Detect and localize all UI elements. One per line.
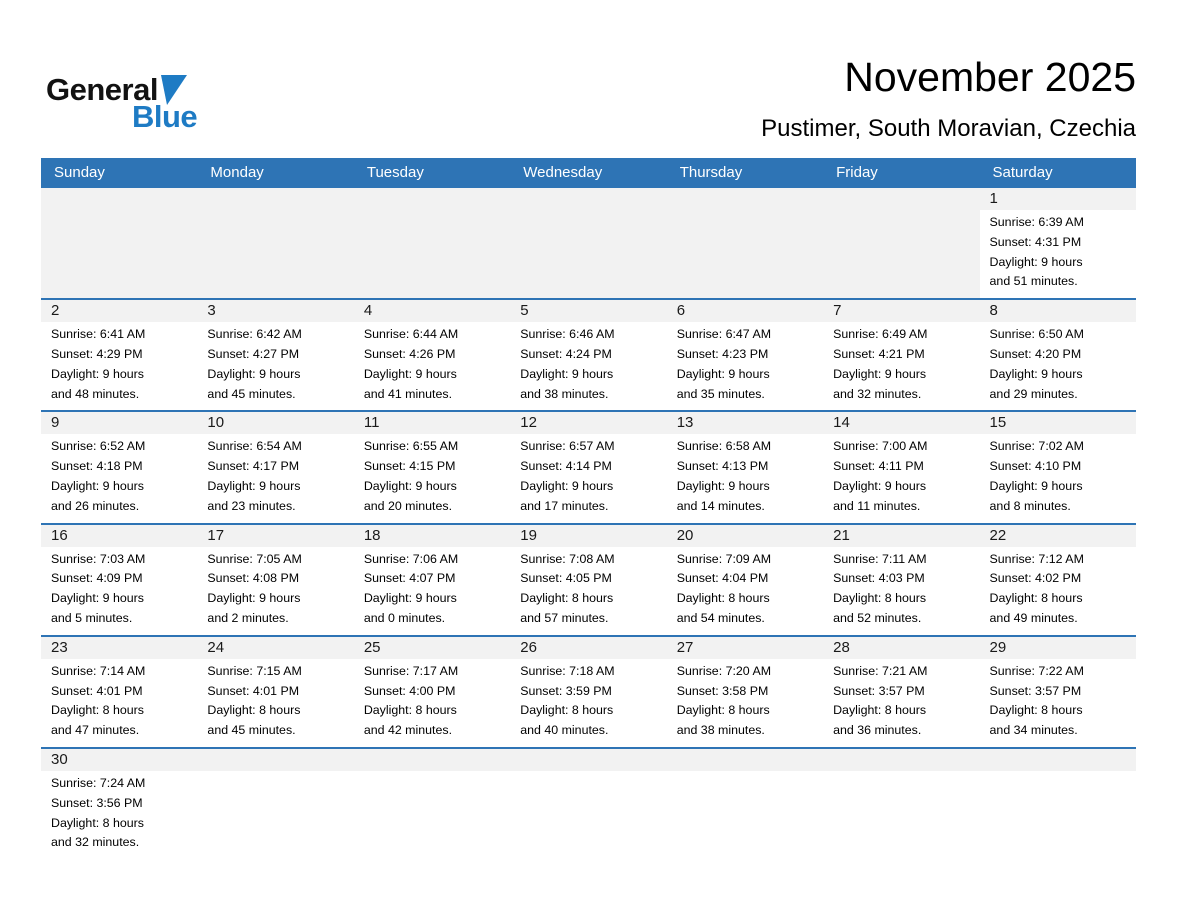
day-detail-line: and 26 minutes. [51, 498, 140, 513]
day-details [667, 659, 823, 747]
day-number: 6 [667, 300, 823, 322]
day-details [510, 434, 666, 522]
day-number: 13 [667, 412, 823, 434]
day-detail-line: Sunrise: 6:58 AM [676, 439, 772, 454]
day-detail-line: Daylight: 9 hours [363, 591, 457, 606]
day-detail-line: Daylight: 9 hours [989, 254, 1083, 269]
day-detail-line: and 20 minutes. [363, 498, 453, 513]
day-detail-line: Sunset: 4:31 PM [989, 234, 1082, 249]
day-details [823, 322, 979, 410]
day-details [510, 547, 666, 635]
day-detail-line: Sunset: 4:02 PM [989, 571, 1082, 586]
day-number: 5 [510, 300, 666, 322]
empty-cell [354, 749, 510, 859]
day-cell-12 [510, 412, 666, 522]
day-detail-line: Sunrise: 6:54 AM [207, 439, 302, 454]
day-detail-line: Daylight: 9 hours [207, 366, 301, 381]
day-detail-line: Daylight: 8 hours [676, 703, 770, 718]
day-number: 29 [980, 637, 1136, 659]
day-cell-27 [667, 637, 823, 747]
day-detail-line: Daylight: 9 hours [833, 366, 927, 381]
day-details [980, 210, 1136, 298]
day-detail-line: Daylight: 9 hours [676, 478, 770, 493]
day-cell-3 [197, 300, 353, 410]
day-details [41, 547, 197, 635]
day-cell-16 [41, 525, 197, 635]
day-detail-line: and 14 minutes. [676, 498, 765, 513]
day-detail-line: and 52 minutes. [833, 610, 922, 625]
day-details [823, 547, 979, 635]
day-details [197, 434, 353, 522]
day-detail-line: and 42 minutes. [363, 723, 453, 738]
day-detail-line: Daylight: 9 hours [207, 591, 301, 606]
day-cell-25 [354, 637, 510, 747]
number-band-empty [197, 188, 353, 210]
day-details [667, 322, 823, 410]
day-detail-line: Daylight: 9 hours [989, 478, 1083, 493]
day-number: 14 [823, 412, 979, 434]
day-cell-20 [667, 525, 823, 635]
empty-cell [197, 749, 353, 859]
day-cell-19 [510, 525, 666, 635]
day-detail-line: Sunrise: 7:21 AM [833, 663, 928, 678]
day-cell-7 [823, 300, 979, 410]
day-details [980, 322, 1136, 410]
day-detail-line: Daylight: 9 hours [363, 478, 457, 493]
day-detail-line: Sunset: 4:04 PM [676, 571, 769, 586]
empty-cell [667, 188, 823, 298]
day-detail-line: Daylight: 8 hours [676, 591, 770, 606]
day-number: 4 [354, 300, 510, 322]
day-details [41, 659, 197, 747]
day-detail-line: Daylight: 8 hours [520, 591, 614, 606]
day-cell-2 [41, 300, 197, 410]
calendar-grid [41, 188, 1136, 859]
day-detail-line: Sunrise: 6:49 AM [833, 327, 928, 342]
page-subtitle: Pustimer, South Moravian, Czechia [761, 115, 1136, 143]
number-band-empty [823, 749, 979, 771]
day-detail-line: Sunrise: 7:08 AM [520, 551, 615, 566]
day-detail-line: Daylight: 9 hours [989, 366, 1083, 381]
day-detail-line: Sunset: 4:29 PM [51, 346, 143, 361]
day-number: 12 [510, 412, 666, 434]
day-cell-1 [980, 188, 1136, 298]
day-detail-line: Sunset: 4:18 PM [51, 459, 143, 474]
day-cell-23 [41, 637, 197, 747]
day-detail-line: Sunrise: 6:52 AM [51, 439, 146, 454]
day-detail-line: Daylight: 8 hours [51, 703, 144, 718]
number-band-empty [354, 188, 510, 210]
day-detail-line: and 2 minutes. [207, 610, 289, 625]
weekday-header-wednesday: Wednesday [523, 164, 603, 181]
day-number: 18 [354, 525, 510, 547]
empty-cell [510, 749, 666, 859]
day-number: 9 [41, 412, 197, 434]
empty-cell [823, 749, 979, 859]
day-detail-line: Sunrise: 6:57 AM [520, 439, 615, 454]
day-detail-line: Daylight: 9 hours [520, 478, 614, 493]
number-band-empty [510, 749, 666, 771]
day-detail-line: Sunset: 4:01 PM [51, 683, 143, 698]
day-detail-line: Sunrise: 6:55 AM [363, 439, 459, 454]
day-detail-line: Daylight: 8 hours [520, 703, 614, 718]
weekday-header-sunday: Sunday [54, 164, 105, 181]
day-detail-line: Daylight: 8 hours [833, 703, 927, 718]
day-detail-line: and 11 minutes. [833, 498, 921, 513]
day-detail-line: Sunrise: 7:14 AM [51, 663, 146, 678]
day-detail-line: Daylight: 9 hours [833, 478, 927, 493]
weekday-header-monday: Monday [210, 164, 264, 181]
day-details [354, 547, 510, 635]
day-detail-line: Daylight: 8 hours [51, 815, 144, 830]
week-row-5 [41, 635, 1136, 747]
day-detail-line: Daylight: 9 hours [520, 366, 614, 381]
day-detail-line: and 32 minutes. [833, 386, 922, 401]
day-detail-line: Sunset: 3:57 PM [989, 683, 1082, 698]
day-detail-line: Sunset: 4:21 PM [833, 346, 925, 361]
day-detail-line: and 23 minutes. [207, 498, 296, 513]
day-number: 20 [667, 525, 823, 547]
day-cell-9 [41, 412, 197, 522]
day-details [197, 322, 353, 410]
day-details [980, 659, 1136, 747]
day-detail-line: Sunset: 3:57 PM [833, 683, 925, 698]
day-detail-line: Sunrise: 7:15 AM [207, 663, 302, 678]
day-details [667, 434, 823, 522]
day-details [354, 322, 510, 410]
day-detail-line: Sunrise: 7:24 AM [51, 775, 146, 790]
empty-cell [667, 749, 823, 859]
day-cell-6 [667, 300, 823, 410]
day-detail-line: and 36 minutes. [833, 723, 922, 738]
day-number: 2 [41, 300, 197, 322]
day-details [980, 434, 1136, 522]
day-detail-line: Daylight: 9 hours [676, 366, 770, 381]
day-detail-line: Sunset: 4:00 PM [363, 683, 456, 698]
weekday-header-thursday: Thursday [679, 164, 743, 181]
day-details [197, 659, 353, 747]
day-number: 27 [667, 637, 823, 659]
day-detail-line: and 48 minutes. [51, 386, 140, 401]
day-details [354, 434, 510, 522]
day-detail-line: and 51 minutes. [989, 274, 1078, 289]
day-detail-line: Sunset: 3:56 PM [51, 795, 143, 810]
page-header [0, 0, 1188, 158]
number-band-empty [980, 749, 1136, 771]
weekday-header-saturday: Saturday [992, 164, 1053, 181]
day-cell-17 [197, 525, 353, 635]
day-cell-8 [980, 300, 1136, 410]
day-detail-line: Daylight: 9 hours [51, 366, 144, 381]
day-detail-line: Sunset: 4:15 PM [363, 459, 456, 474]
day-detail-line: Daylight: 8 hours [833, 591, 927, 606]
day-cell-14 [823, 412, 979, 522]
day-detail-line: and 29 minutes. [989, 386, 1078, 401]
day-detail-line: Sunset: 4:01 PM [207, 683, 300, 698]
day-number: 16 [41, 525, 197, 547]
day-number: 24 [197, 637, 353, 659]
day-detail-line: and 47 minutes. [51, 723, 140, 738]
day-detail-line: Daylight: 9 hours [51, 591, 144, 606]
day-detail-line: Daylight: 8 hours [363, 703, 457, 718]
day-detail-line: Daylight: 9 hours [207, 478, 301, 493]
empty-cell [510, 188, 666, 298]
day-details [510, 322, 666, 410]
day-detail-line: Sunrise: 7:18 AM [520, 663, 615, 678]
day-detail-line: and 41 minutes. [363, 386, 453, 401]
day-detail-line: Sunset: 4:24 PM [520, 346, 612, 361]
day-details [41, 771, 197, 859]
day-cell-28 [823, 637, 979, 747]
day-number: 19 [510, 525, 666, 547]
day-detail-line: and 35 minutes. [676, 386, 765, 401]
day-detail-line: and 40 minutes. [520, 723, 609, 738]
day-detail-line: Sunset: 4:11 PM [833, 459, 924, 474]
day-detail-line: Sunset: 4:23 PM [676, 346, 769, 361]
number-band-empty [41, 188, 197, 210]
day-detail-line: Sunrise: 6:50 AM [989, 327, 1084, 342]
day-detail-line: and 38 minutes. [520, 386, 609, 401]
day-details [197, 547, 353, 635]
day-detail-line: Sunrise: 6:47 AM [676, 327, 772, 342]
day-detail-line: Daylight: 8 hours [989, 703, 1083, 718]
day-detail-line: Sunset: 4:17 PM [207, 459, 300, 474]
page-title: November 2025 [844, 54, 1136, 100]
weekday-header-row [41, 158, 1136, 188]
day-detail-line: and 45 minutes. [207, 723, 296, 738]
day-detail-line: Sunrise: 7:22 AM [989, 663, 1084, 678]
day-detail-line: Sunset: 4:10 PM [989, 459, 1082, 474]
day-detail-line: and 8 minutes. [989, 498, 1071, 513]
empty-cell [41, 188, 197, 298]
day-details [667, 547, 823, 635]
number-band-empty [667, 188, 823, 210]
day-detail-line: Daylight: 9 hours [51, 478, 144, 493]
day-detail-line: Sunset: 4:09 PM [51, 571, 143, 586]
day-number: 8 [980, 300, 1136, 322]
day-detail-line: Sunrise: 7:11 AM [833, 551, 927, 566]
day-detail-line: and 54 minutes. [676, 610, 765, 625]
day-details [823, 434, 979, 522]
number-band-empty [823, 188, 979, 210]
empty-cell [980, 749, 1136, 859]
day-detail-line: and 5 minutes. [51, 610, 133, 625]
day-number: 3 [197, 300, 353, 322]
day-detail-line: Daylight: 8 hours [207, 703, 301, 718]
day-number: 26 [510, 637, 666, 659]
week-row-4 [41, 523, 1136, 635]
calendar [41, 158, 1136, 859]
day-details [980, 547, 1136, 635]
empty-cell [823, 188, 979, 298]
day-cell-13 [667, 412, 823, 522]
day-detail-line: Sunrise: 7:03 AM [51, 551, 146, 566]
number-band-empty [197, 749, 353, 771]
day-cell-4 [354, 300, 510, 410]
day-detail-line: Sunset: 4:14 PM [520, 459, 612, 474]
day-details [41, 322, 197, 410]
day-detail-line: Sunrise: 6:41 AM [51, 327, 146, 342]
weekday-header-tuesday: Tuesday [366, 164, 424, 181]
day-detail-line: Sunset: 3:58 PM [676, 683, 769, 698]
day-detail-line: and 57 minutes. [520, 610, 609, 625]
day-detail-line: Sunset: 3:59 PM [520, 683, 612, 698]
day-detail-line: Sunrise: 7:12 AM [989, 551, 1084, 566]
number-band-empty [667, 749, 823, 771]
day-cell-15 [980, 412, 1136, 522]
week-row-3 [41, 410, 1136, 522]
day-cell-30 [41, 749, 197, 859]
day-detail-line: and 34 minutes. [989, 723, 1078, 738]
day-number: 23 [41, 637, 197, 659]
day-details [41, 434, 197, 522]
day-detail-line: Daylight: 8 hours [989, 591, 1083, 606]
empty-cell [197, 188, 353, 298]
day-detail-line: Sunrise: 6:39 AM [989, 215, 1084, 229]
day-number: 17 [197, 525, 353, 547]
week-row-2 [41, 298, 1136, 410]
day-detail-line: Sunrise: 7:00 AM [833, 439, 928, 454]
day-number: 25 [354, 637, 510, 659]
day-detail-line: Sunset: 4:05 PM [520, 571, 612, 586]
empty-cell [354, 188, 510, 298]
day-number: 28 [823, 637, 979, 659]
day-detail-line: Sunset: 4:27 PM [207, 346, 300, 361]
day-detail-line: Sunrise: 7:06 AM [363, 551, 459, 566]
weekday-header-friday: Friday [836, 164, 878, 181]
day-detail-line: Sunrise: 7:09 AM [676, 551, 772, 566]
day-number: 11 [354, 412, 510, 434]
logo-text-general: General [46, 72, 158, 107]
day-detail-line: Sunset: 4:26 PM [363, 346, 456, 361]
day-details [354, 659, 510, 747]
day-detail-line: and 49 minutes. [989, 610, 1078, 625]
day-detail-line: Sunrise: 7:05 AM [207, 551, 302, 566]
day-cell-22 [980, 525, 1136, 635]
day-details [510, 659, 666, 747]
day-details [823, 659, 979, 747]
day-cell-11 [354, 412, 510, 522]
week-row-6 [41, 747, 1136, 859]
title-block [761, 56, 1136, 143]
day-detail-line: Sunrise: 7:02 AM [989, 439, 1084, 454]
day-number: 30 [41, 749, 197, 771]
day-cell-29 [980, 637, 1136, 747]
day-cell-24 [197, 637, 353, 747]
day-detail-line: and 45 minutes. [207, 386, 296, 401]
day-number: 1 [980, 188, 1136, 210]
day-cell-26 [510, 637, 666, 747]
day-detail-line: Sunrise: 6:46 AM [520, 327, 615, 342]
day-detail-line: and 0 minutes. [363, 610, 446, 625]
week-row-1 [41, 188, 1136, 298]
day-detail-line: Sunrise: 6:42 AM [207, 327, 302, 342]
day-detail-line: Sunrise: 7:20 AM [676, 663, 772, 678]
day-cell-21 [823, 525, 979, 635]
day-number: 15 [980, 412, 1136, 434]
number-band-empty [510, 188, 666, 210]
day-number: 7 [823, 300, 979, 322]
day-detail-line: Sunrise: 7:17 AM [363, 663, 459, 678]
day-detail-line: Daylight: 9 hours [363, 366, 457, 381]
day-cell-10 [197, 412, 353, 522]
general-blue-logo [46, 74, 197, 132]
day-number: 22 [980, 525, 1136, 547]
logo-text-blue: Blue [132, 99, 198, 134]
day-cell-18 [354, 525, 510, 635]
day-number: 10 [197, 412, 353, 434]
day-detail-line: and 38 minutes. [676, 723, 765, 738]
day-detail-line: and 17 minutes. [520, 498, 609, 513]
day-detail-line: Sunset: 4:08 PM [207, 571, 300, 586]
day-detail-line: Sunset: 4:07 PM [363, 571, 456, 586]
number-band-empty [354, 749, 510, 771]
day-detail-line: Sunrise: 6:44 AM [363, 327, 459, 342]
day-detail-line: Sunset: 4:03 PM [833, 571, 925, 586]
day-detail-line: Sunset: 4:13 PM [676, 459, 769, 474]
day-cell-5 [510, 300, 666, 410]
day-detail-line: Sunset: 4:20 PM [989, 346, 1082, 361]
day-detail-line: and 32 minutes. [51, 835, 140, 850]
day-number: 21 [823, 525, 979, 547]
